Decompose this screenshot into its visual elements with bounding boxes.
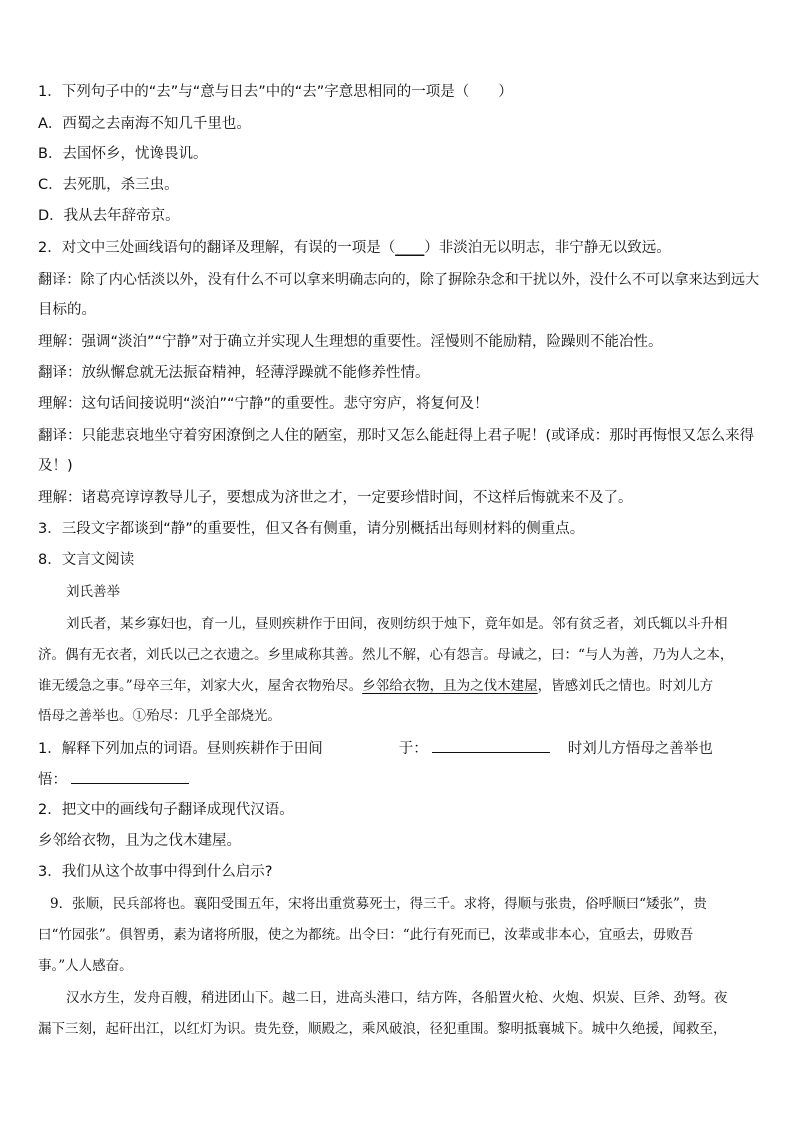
q3-stem: 3．三段文字都谈到“静”的重要性，但又各有侧重，请分别概括出每则材料的侧重点。 <box>38 521 585 537</box>
sec9-line-5: 漏下三刻，起矸出江，以红灯为识。贵先登，顺殿之，乘风破浪，径犯重围。黎明抵襄城下。城中久绝援，闻救至， <box>38 1021 727 1037</box>
passage-line-1: 刘氏者，某乡寡妇也，育一儿，昼则疾耕作于田间，夜则纺织于烛下，竟年如是。邻有贫乏者，刘氏辄以斗升相 <box>66 616 728 632</box>
sec8-q3-stem: 3．我们从这个故事中得到什么启示? <box>38 864 273 880</box>
sec9-line-1: 9．张顺，民兵部将也。襄阳受围五年，宋将出重赏募死士，得三千。求将，得顺与张贵，俗呼顺曰“矮张”，贵 <box>50 896 707 912</box>
passage-line-3 <box>38 676 713 696</box>
sec8-q1-label-yu: 于： <box>398 741 428 757</box>
sec8-q2-sentence: 乡邻给衣物，且为之伐木建屋。 <box>38 833 241 849</box>
sec9-line-4: 汉水方生，发舟百艘，稍进团山下。越二日，进高头港口，结方阵，各船置火枪、火炮、炽炭、巨斧、劲弩。夜 <box>66 990 728 1006</box>
sec8-q1-label-wu: 悟： <box>38 772 67 788</box>
q2-translation-2: 翻译：放纵懈怠就无法振奋精神，轻薄浮躁就不能修养性情。 <box>38 365 430 381</box>
q1-stem: 1．下列句子中的“去”与“意与日去”中的“去”字意思相同的一项是（ ） <box>38 84 513 100</box>
q1-option-b: B．去国怀乡，忧谗畏讥。 <box>38 146 208 162</box>
q2-translation-3-line2: 及！) <box>38 458 73 474</box>
q1-option-a: A．西蜀之去南海不知几千里也。 <box>38 116 251 132</box>
answer-blank-yu[interactable] <box>432 738 550 753</box>
q2-stem-before: 2．对文中三处画线语句的翻译及理解，有误的一项是（ <box>38 240 396 256</box>
sec8-q1-line2 <box>38 769 189 790</box>
q2-stem-after: ）非淡泊无以明志，非宁静无以致远。 <box>424 240 671 256</box>
sec8-q1-prompt: 1．解释下列加点的词语。昼则疾耕作于田间 <box>38 741 323 757</box>
q2-answer-blank[interactable]: ____ <box>395 240 425 256</box>
passage-title: 刘氏善举 <box>66 584 120 600</box>
passage-line-2: 济。偶有无衣者，刘氏以己之衣遗之。乡里咸称其善。然儿不解，心有怨言。母诫之，曰：“与人为善，乃为人之本， <box>38 647 734 663</box>
q1-option-c: C．去死肌，杀三虫。 <box>38 177 179 193</box>
passage-line-3a: 谁无缓急之事。”母卒三年，刘家大火，屋舍衣物殆尽。 <box>38 678 363 694</box>
q2-translation-3-line1: 翻译：只能悲哀地坐守着穷困潦倒之人住的陋室，那时又怎么能赶得上君子呢！(或译成：那时再悔恨又怎么来得 <box>38 428 755 444</box>
q2-understanding-1: 理解：强调“淡泊”“宁静”对于确立并实现人生理想的重要性。淫慢则不能励精，险躁则不能冶性。 <box>38 334 663 350</box>
passage-line-4: 悟母之善举也。①殆尽：几乎全部烧光。 <box>38 708 281 724</box>
sec8-q2-stem: 2．把文中的画线句子翻译成现代汉语。 <box>38 802 294 818</box>
q2-understanding-2: 理解：这句话间接说明“淡泊”“宁静”的重要性。悲守穷庐，将复何及！ <box>38 396 489 412</box>
answer-blank-wu[interactable] <box>71 769 189 784</box>
sec8-q1-line1 <box>38 738 713 759</box>
q2-understanding-3: 理解：诸葛亮谆谆教导儿子，要想成为济世之才，一定要珍惜时间，不这样后悔就来不及了。 <box>38 490 633 506</box>
q2-stem <box>38 238 671 258</box>
sec9-line-2: 曰“竹园张”。俱智勇，素为诸将所服，使之为都统。出令曰：“此行有死而已，汝辈或非本心，宜亟去，毋败吾 <box>38 927 694 943</box>
sec9-line-3: 事。”人人感奋。 <box>38 958 133 974</box>
q2-translation-1-line2: 目标的。 <box>38 302 96 318</box>
sec8-q1-prompt-2: 时刘儿方悟母之善举也 <box>567 741 713 757</box>
underlined-sentence: 乡邻给衣物，且为之伐木建屋 <box>362 678 538 694</box>
section-8-heading: 8．文言文阅读 <box>38 552 135 568</box>
q1-option-d: D．我从去年辞帝京。 <box>38 208 180 224</box>
q2-translation-1-line1: 翻译：除了内心恬淡以外，没有什么不可以拿来明确志向的，除了摒除杂念和干扰以外，没什么不可以拿来达到远大 <box>38 272 760 288</box>
passage-line-3c: ，皆感刘氏之情也。时刘儿方 <box>537 678 714 694</box>
